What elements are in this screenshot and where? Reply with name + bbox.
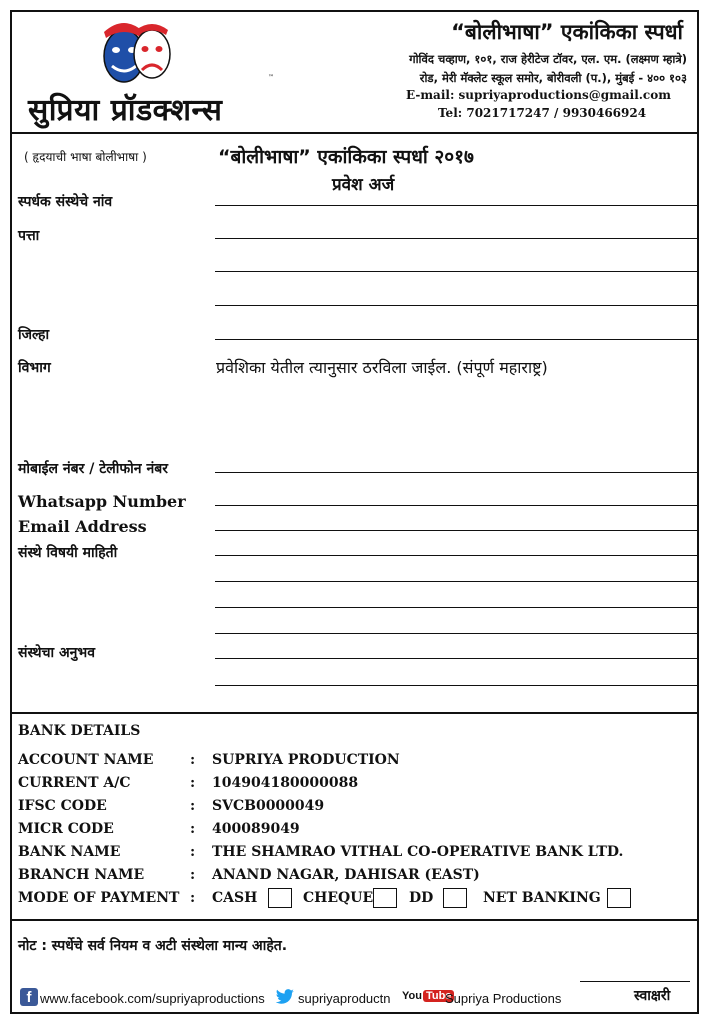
youtube-you-text: You: [402, 990, 422, 1002]
address-line-a[interactable]: [215, 238, 699, 239]
youtube-tube-text: Tube: [423, 990, 454, 1002]
address-line-2: रोड, मेरी मॅक्लेट स्कूल समोर, बोरीवली (प.), मुंबई - ४०० १०३: [419, 71, 687, 85]
youtube-link[interactable]: Supriya Productions: [445, 991, 562, 1006]
dd-checkbox[interactable]: [443, 888, 467, 908]
cheque-checkbox[interactable]: [373, 888, 397, 908]
institution-name-line[interactable]: [215, 205, 699, 206]
theatre-masks-logo: [92, 16, 182, 88]
bank-row-key: MICR CODE: [18, 821, 114, 837]
competition-title: “बोलीभाषा” एकांकिका स्पर्धा: [451, 20, 683, 44]
telephone-numbers: Tel: 7021717247 / 9930466924: [438, 106, 647, 120]
language-note: ( हृदयाची भाषा बोलीभाषा ): [24, 150, 147, 164]
mobile-label: मोबाईल नंबर / टेलीफोन नंबर: [18, 461, 168, 477]
email-address: E-mail: supriyaproductions@gmail.com: [406, 88, 671, 102]
form-title: “बोलीभाषा” एकांकिका स्पर्धा २०१७: [218, 146, 474, 168]
note-section-divider: [12, 919, 697, 921]
bank-section-divider: [12, 712, 697, 714]
bank-row-key: BANK NAME: [18, 844, 121, 860]
header-divider: [12, 132, 697, 134]
bank-row-value: THE SHAMRAO VITHAL CO-OPERATIVE BANK LTD.: [212, 844, 624, 860]
bank-row-colon: :: [190, 867, 196, 883]
payment-option-dd: DD: [409, 890, 434, 906]
bank-row: [18, 798, 688, 820]
bank-row-colon: :: [190, 775, 196, 791]
bank-row-value: SUPRIYA PRODUCTION: [212, 752, 400, 768]
signature-line[interactable]: [580, 981, 690, 982]
email-label: Email Address: [18, 517, 147, 536]
bank-row: [18, 867, 688, 889]
institution-name-label: स्पर्धक संस्थेचे नांव: [18, 194, 113, 210]
signature-label: स्वाक्षरी: [634, 988, 671, 1004]
bank-row: [18, 844, 688, 866]
bank-row-colon: :: [190, 752, 196, 768]
division-label: विभाग: [18, 360, 51, 376]
about-institution-label: संस्थे विषयी माहिती: [18, 545, 118, 561]
bank-row-colon: :: [190, 844, 196, 860]
whatsapp-label: Whatsapp Number: [18, 492, 186, 511]
about-line-c[interactable]: [215, 607, 699, 608]
bank-row-value: 400089049: [212, 821, 300, 837]
bank-row: [18, 775, 688, 797]
about-line-a[interactable]: [215, 555, 699, 556]
bank-row-key: CURRENT A/C: [18, 775, 131, 791]
facebook-link[interactable]: www.facebook.com/supriyaproductions: [40, 991, 265, 1006]
twitter-link[interactable]: supriyaproductn: [298, 991, 391, 1006]
bank-row-value: 104904180000088: [212, 775, 359, 791]
experience-label: संस्थेचा अनुभव: [18, 645, 96, 661]
bank-row: [18, 752, 688, 774]
payment-option-net-banking: NET BANKING: [483, 890, 601, 906]
bank-row-key: ACCOUNT NAME: [18, 752, 154, 768]
bank-row-colon: :: [190, 821, 196, 837]
bank-row: [18, 821, 688, 843]
about-line-b[interactable]: [215, 581, 699, 582]
whatsapp-line[interactable]: [215, 505, 699, 506]
division-text: प्रवेशिका येतील त्यानुसार ठरविला जाईल. (संपूर्ण महाराष्ट्र): [216, 358, 548, 377]
payment-mode-colon: :: [190, 890, 196, 906]
payment-option-cash: CASH: [212, 890, 258, 906]
facebook-icon: f: [20, 988, 38, 1006]
bank-row-value: ANAND NAGAR, DAHISAR (EAST): [212, 867, 480, 883]
payment-mode-key: MODE OF PAYMENT: [18, 890, 180, 906]
company-name: सुप्रिया प्रॉडक्शन्स: [28, 93, 223, 128]
cash-checkbox[interactable]: [268, 888, 292, 908]
bank-row-value: SVCB0000049: [212, 798, 325, 814]
payment-option-cheque: CHEQUE: [303, 890, 374, 906]
address-line-1: गोविंद चव्हाण, १०१, राज हेरीटेज टॉवर, एल. एम. (लक्ष्मण म्हात्रे): [409, 52, 687, 66]
entry-form-page: [10, 10, 699, 1014]
address-line-c[interactable]: [215, 305, 699, 306]
twitter-icon: [275, 989, 295, 1005]
bank-row-key: IFSC CODE: [18, 798, 107, 814]
trademark-symbol: ™: [268, 74, 274, 81]
district-label: जिल्हा: [18, 327, 50, 343]
bank-details-heading: BANK DETAILS: [18, 723, 141, 739]
address-label: पत्ता: [18, 228, 40, 244]
mobile-line[interactable]: [215, 472, 699, 473]
bank-row-key: BRANCH NAME: [18, 867, 145, 883]
district-line[interactable]: [215, 339, 699, 340]
payment-mode-row: [18, 890, 688, 912]
net-banking-checkbox[interactable]: [607, 888, 631, 908]
bank-row-colon: :: [190, 798, 196, 814]
address-line-b[interactable]: [215, 271, 699, 272]
terms-note: नोट : स्पर्धेचे सर्व नियम व अटी संस्थेला मान्य आहेत.: [18, 938, 288, 954]
about-line-d[interactable]: [215, 633, 699, 634]
form-subtitle: प्रवेश अर्ज: [332, 175, 395, 195]
email-line[interactable]: [215, 530, 699, 531]
experience-line-b[interactable]: [215, 685, 699, 686]
experience-line-a[interactable]: [215, 658, 699, 659]
